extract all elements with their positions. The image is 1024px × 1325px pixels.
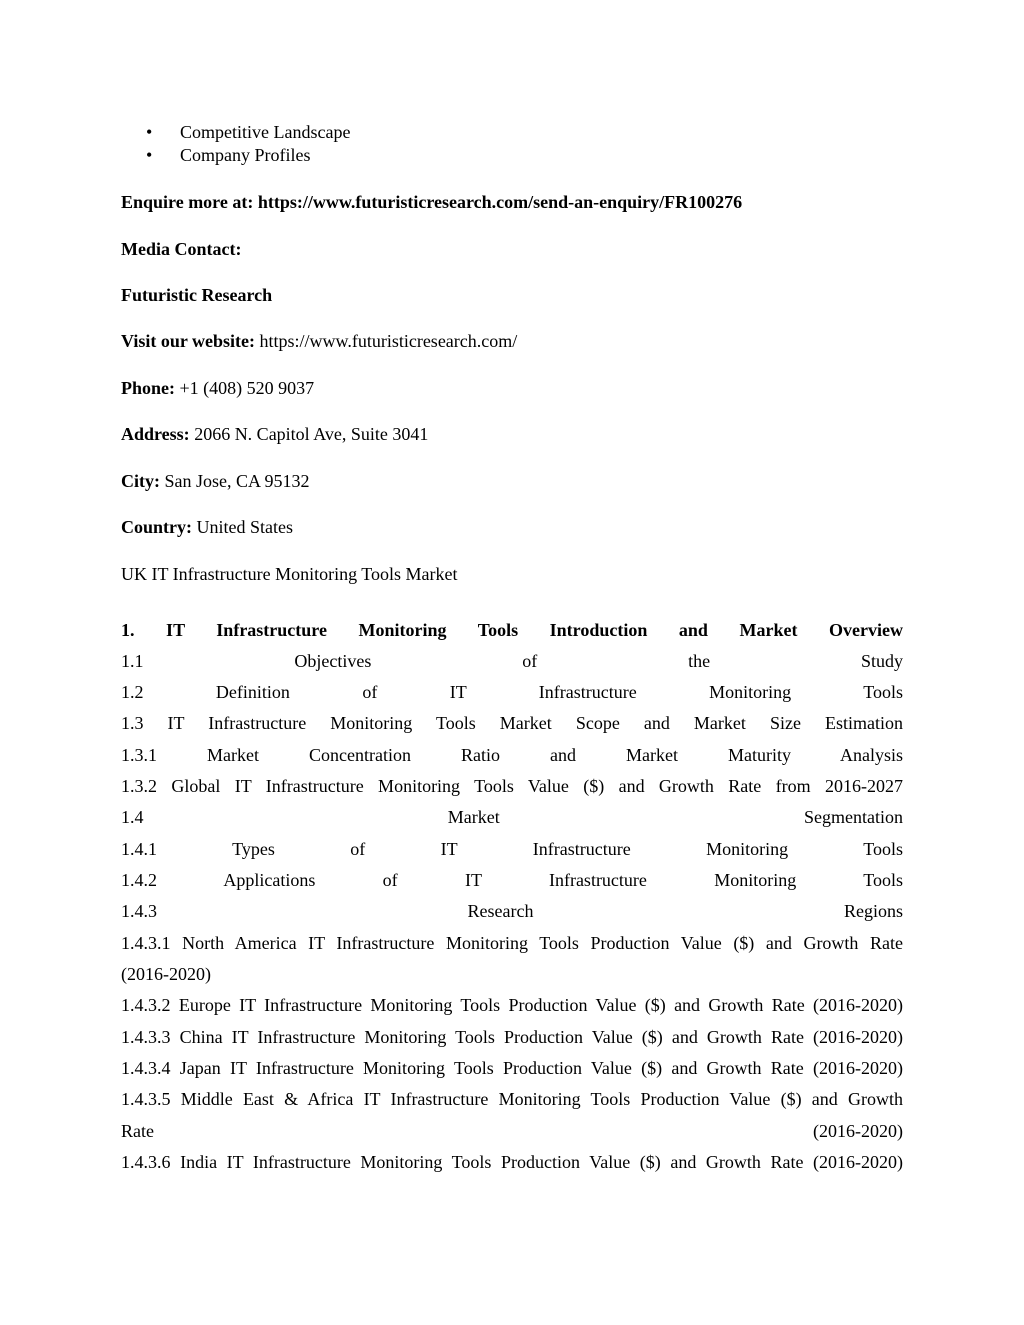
country-label: Country: (121, 517, 192, 537)
toc-line: 1.4.3.1 North America IT Infrastructure Monitoring Tools Production Value ($) and Growth Rate (121, 933, 903, 953)
toc-line: 1.4.3.5 Middle East & Africa IT Infrastructure Monitoring Tools Production Value ($) and Growth (121, 1089, 903, 1109)
country-value: United States (196, 517, 293, 537)
enquire-label: Enquire more at: (121, 192, 254, 212)
report-title: UK IT Infrastructure Monitoring Tools Market (121, 564, 458, 584)
toc-line: 1.3.2 Global IT Infrastructure Monitoring Tools Value ($) and Growth Rate from 2016-2027 (121, 776, 903, 796)
enquire-line (121, 191, 903, 213)
phone-line (121, 377, 903, 399)
website-label: Visit our website: (121, 331, 255, 351)
toc-line: 1.4 Market Segmentation (121, 807, 903, 827)
toc-line: 1.2 Definition of IT Infrastructure Monitoring Tools (121, 682, 903, 702)
website-link[interactable]: https://www.futuristicresearch.com/ (259, 331, 518, 351)
address-line (121, 423, 903, 445)
toc-line: 1.4.3.4 Japan IT Infrastructure Monitoring Tools Production Value ($) and Growth Rate (2016-2020) (121, 1058, 903, 1078)
toc-line: 1.4.3 Research Regions (121, 901, 903, 921)
toc-line: 1.4.3.6 India IT Infrastructure Monitoring Tools Production Value ($) and Growth Rate (2016-2020) (121, 1152, 903, 1172)
city-label: City: (121, 471, 160, 491)
phone-label: Phone: (121, 378, 175, 398)
toc-line: 1.4.3.2 Europe IT Infrastructure Monitoring Tools Production Value ($) and Growth Rate (2016-2020) (121, 995, 903, 1015)
toc-line: 1.3.1 Market Concentration Ratio and Market Maturity Analysis (121, 745, 903, 765)
country-line (121, 516, 903, 538)
city-line (121, 470, 903, 492)
address-value: 2066 N. Capitol Ave, Suite 3041 (194, 424, 429, 444)
toc-line: Rate (2016-2020) (121, 1121, 903, 1141)
toc-line: 1.4.3.3 China IT Infrastructure Monitoring Tools Production Value ($) and Growth Rate (2016-2020) (121, 1027, 903, 1047)
bullet-item: Company Profiles (180, 145, 311, 165)
bullet-item: Competitive Landscape (180, 122, 351, 142)
toc-line: 1.4.1 Types of IT Infrastructure Monitoring Tools (121, 839, 903, 859)
website-line (121, 330, 903, 352)
bullet-icon: • (146, 145, 153, 165)
company-name: Futuristic Research (121, 285, 273, 305)
enquire-link[interactable]: https://www.futuristicresearch.com/send-an-enquiry/FR100276 (257, 192, 743, 212)
phone-value: +1 (408) 520 9037 (179, 378, 315, 398)
toc-line: 1.3 IT Infrastructure Monitoring Tools Market Scope and Market Size Estimation (121, 713, 903, 733)
toc-line: (2016-2020) (121, 964, 211, 984)
bullet-icon: • (146, 122, 153, 142)
media-contact-heading: Media Contact: (121, 239, 242, 259)
toc-line: 1. IT Infrastructure Monitoring Tools Introduction and Market Overview (121, 620, 903, 640)
city-value: San Jose, CA 95132 (164, 471, 310, 491)
toc-line: 1.4.2 Applications of IT Infrastructure Monitoring Tools (121, 870, 903, 890)
toc-line: 1.1 Objectives of the Study (121, 651, 903, 671)
address-label: Address: (121, 424, 190, 444)
